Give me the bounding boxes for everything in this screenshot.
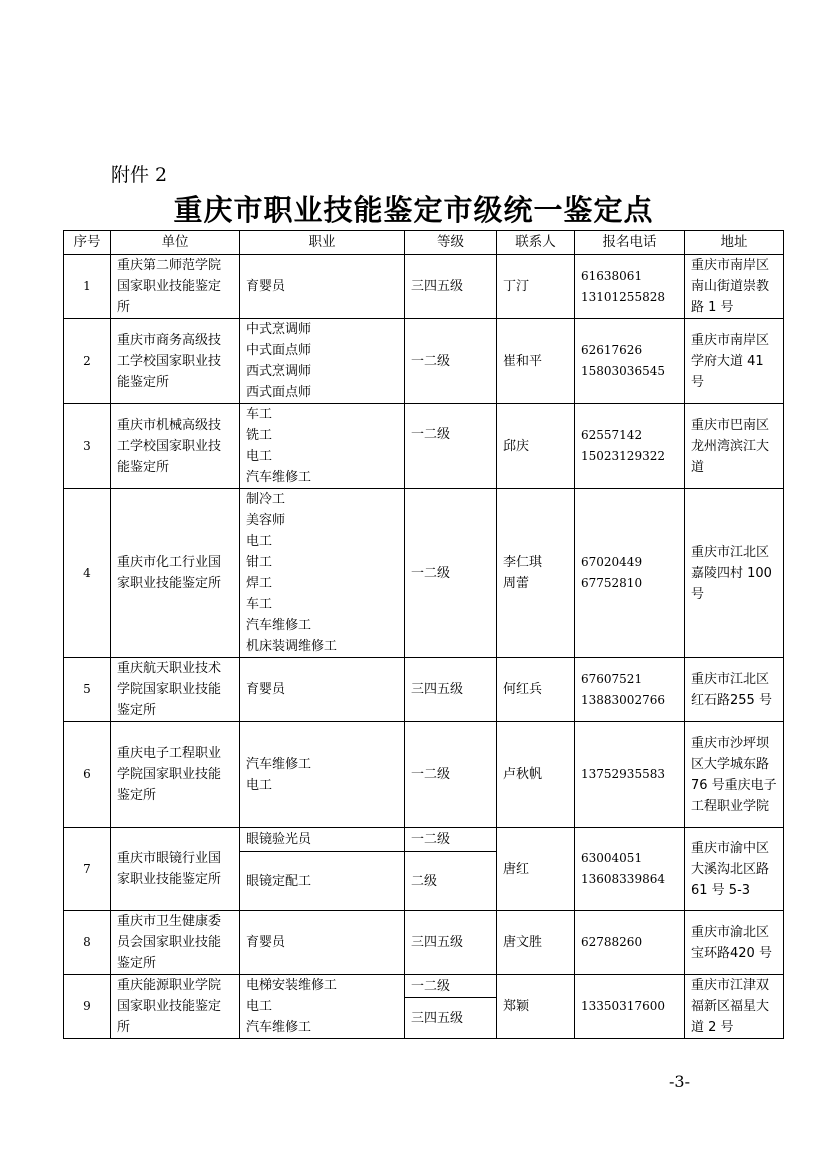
- phone-line: 61638061: [581, 268, 643, 283]
- row-level: 一二级: [405, 319, 497, 404]
- row-phone: [575, 975, 685, 1039]
- row-unit: 重庆市商务高级技工学校国家职业技能鉴定所: [111, 319, 240, 404]
- row-level: 三四五级: [405, 998, 497, 1039]
- row-contact: 郑颖: [497, 975, 575, 1039]
- header-address: 地址: [685, 231, 784, 255]
- phone-line: 13101255828: [581, 289, 665, 304]
- row-address: 重庆市巴南区龙州湾滨江大道: [685, 404, 784, 489]
- table-row: [64, 828, 784, 852]
- row-contact: 邱庆: [497, 404, 575, 489]
- occupation-item: 西式面点师: [246, 385, 312, 400]
- header-level: 等级: [405, 231, 497, 255]
- phone-line: 67607521: [581, 671, 643, 686]
- row-unit: 重庆市眼镜行业国家职业技能鉴定所: [111, 828, 240, 911]
- phone-line: 13350317600: [581, 999, 665, 1013]
- table-row: [64, 404, 784, 489]
- phone-line: 63004051: [581, 851, 643, 865]
- occupation-item: 中式面点师: [246, 343, 312, 358]
- row-phone: [575, 319, 685, 404]
- occupation-item: 汽车维修工: [246, 470, 312, 485]
- occupation-item: 车工: [246, 407, 273, 422]
- row-contact: 卢秋帆: [497, 722, 575, 828]
- row-address: 重庆市江北区嘉陵四村 100 号: [685, 489, 784, 658]
- table-header-row: [64, 231, 784, 255]
- contact-line: 周蕾: [503, 576, 530, 591]
- row-unit: 重庆市机械高级技工学校国家职业技能鉴定所: [111, 404, 240, 489]
- row-occupation: [240, 722, 405, 828]
- row-no: 2: [64, 319, 111, 404]
- table-row: [64, 658, 784, 722]
- row-occupation: [240, 911, 405, 975]
- occupation-item: 中式烹调师: [246, 322, 312, 337]
- row-level: 三四五级: [405, 658, 497, 722]
- row-occupation: [240, 658, 405, 722]
- row-phone: [575, 658, 685, 722]
- occupation-item: 车工: [246, 597, 273, 612]
- row-address: 重庆市南岸区学府大道 41 号: [685, 319, 784, 404]
- occupation-item: 汽车维修工: [246, 618, 312, 633]
- row-unit: 重庆市卫生健康委员会国家职业技能鉴定所: [111, 911, 240, 975]
- occupation-item: 焊工: [246, 576, 273, 591]
- phone-line: 15023129322: [581, 449, 665, 463]
- row-no: 4: [64, 489, 111, 658]
- contact-line: 李仁琪: [503, 555, 543, 570]
- row-no: 6: [64, 722, 111, 828]
- occupation-item: 电工: [246, 999, 273, 1014]
- row-contact: 何红兵: [497, 658, 575, 722]
- header-contact: 联系人: [497, 231, 575, 255]
- row-level: 二级: [405, 852, 497, 911]
- row-contact: [497, 489, 575, 658]
- row-no: 7: [64, 828, 111, 911]
- occupation-item: 电工: [246, 777, 273, 793]
- row-no: 1: [64, 255, 111, 319]
- row-unit: 重庆第二师范学院国家职业技能鉴定所: [111, 255, 240, 319]
- phone-line: 13883002766: [581, 692, 665, 707]
- phone-line: 15803036545: [581, 364, 665, 378]
- occupation-item: 电梯安装维修工: [246, 978, 338, 993]
- row-level: 一二级: [405, 404, 497, 489]
- row-contact: 崔和平: [497, 319, 575, 404]
- row-level: 一二级: [405, 722, 497, 828]
- header-no: 序号: [64, 231, 111, 255]
- page-title: 重庆市职业技能鉴定市级统一鉴定点: [173, 193, 654, 227]
- phone-line: 62788260: [581, 935, 643, 949]
- occupation-item: 电工: [246, 449, 273, 464]
- row-unit: 重庆市化工行业国家职业技能鉴定所: [111, 489, 240, 658]
- occupation-item: 育婴员: [246, 935, 286, 950]
- row-address: 重庆市渝北区宝环路420 号: [685, 911, 784, 975]
- row-no: 9: [64, 975, 111, 1039]
- row-occupation: [240, 404, 405, 489]
- appraisal-sites-table: [63, 230, 784, 1039]
- phone-line: 67020449: [581, 555, 643, 569]
- table-row: [64, 319, 784, 404]
- occupation-item: 美容师: [246, 513, 286, 528]
- table-row: [64, 722, 784, 828]
- row-no: 3: [64, 404, 111, 489]
- row-phone: [575, 722, 685, 828]
- row-occupation: [240, 319, 405, 404]
- occupation-item: 制冷工: [246, 492, 286, 507]
- phone-line: 62617626: [581, 343, 643, 357]
- page-number: -3-: [669, 1072, 690, 1091]
- table-row: [64, 975, 784, 998]
- row-phone: [575, 911, 685, 975]
- table-row: [64, 255, 784, 319]
- row-level: 一二级: [405, 828, 497, 852]
- header-occupation: 职业: [240, 231, 405, 255]
- occupation-item: 汽车维修工: [246, 1020, 312, 1035]
- row-level: 一二级: [405, 489, 497, 658]
- row-address: 重庆市江北区红石路255 号: [685, 658, 784, 722]
- occupation-item: 汽车维修工: [246, 756, 312, 772]
- phone-line: 62557142: [581, 428, 643, 442]
- row-contact: 唐红: [497, 828, 575, 911]
- header-phone: 报名电话: [575, 231, 685, 255]
- row-address: 重庆市江津双福新区福星大道 2 号: [685, 975, 784, 1039]
- row-unit: 重庆航天职业技术学院国家职业技能鉴定所: [111, 658, 240, 722]
- row-level: 三四五级: [405, 911, 497, 975]
- row-address: 重庆市渝中区大溪沟北区路 61 号 5-3: [685, 828, 784, 911]
- row-contact: 唐文胜: [497, 911, 575, 975]
- row-occupation: 眼镜验光员: [240, 828, 405, 852]
- row-address: 重庆市沙坪坝区大学城东路 76 号重庆电子工程职业学院: [685, 722, 784, 828]
- row-occupation: [240, 255, 405, 319]
- row-phone: [575, 489, 685, 658]
- attachment-label: 附件 2: [111, 164, 168, 186]
- row-unit: 重庆电子工程职业学院国家职业技能鉴定所: [111, 722, 240, 828]
- row-phone: [575, 404, 685, 489]
- occupation-item: 机床装调维修工: [246, 639, 338, 654]
- occupation-item: 电工: [246, 534, 273, 549]
- row-phone: [575, 828, 685, 911]
- occupation-item: 西式烹调师: [246, 364, 312, 379]
- occupation-item: 育婴员: [246, 682, 286, 697]
- table-row: [64, 911, 784, 975]
- row-unit: 重庆能源职业学院国家职业技能鉴定所: [111, 975, 240, 1039]
- phone-line: 13752935583: [581, 767, 665, 781]
- row-level: 一二级: [405, 975, 497, 998]
- phone-line: 13608339864: [581, 872, 665, 886]
- row-occupation: 眼镜定配工: [240, 852, 405, 911]
- table-row: [64, 489, 784, 658]
- occupation-item: 育婴员: [246, 279, 286, 294]
- row-occupation: [240, 975, 405, 1039]
- phone-line: 67752810: [581, 576, 643, 590]
- row-phone: [575, 255, 685, 319]
- row-level: 三四五级: [405, 255, 497, 319]
- row-address: 重庆市南岸区南山街道崇教路 1 号: [685, 255, 784, 319]
- header-unit: 单位: [111, 231, 240, 255]
- occupation-item: 铣工: [246, 428, 273, 443]
- row-contact: 丁汀: [497, 255, 575, 319]
- row-occupation: [240, 489, 405, 658]
- occupation-item: 钳工: [246, 555, 273, 570]
- row-no: 8: [64, 911, 111, 975]
- row-no: 5: [64, 658, 111, 722]
